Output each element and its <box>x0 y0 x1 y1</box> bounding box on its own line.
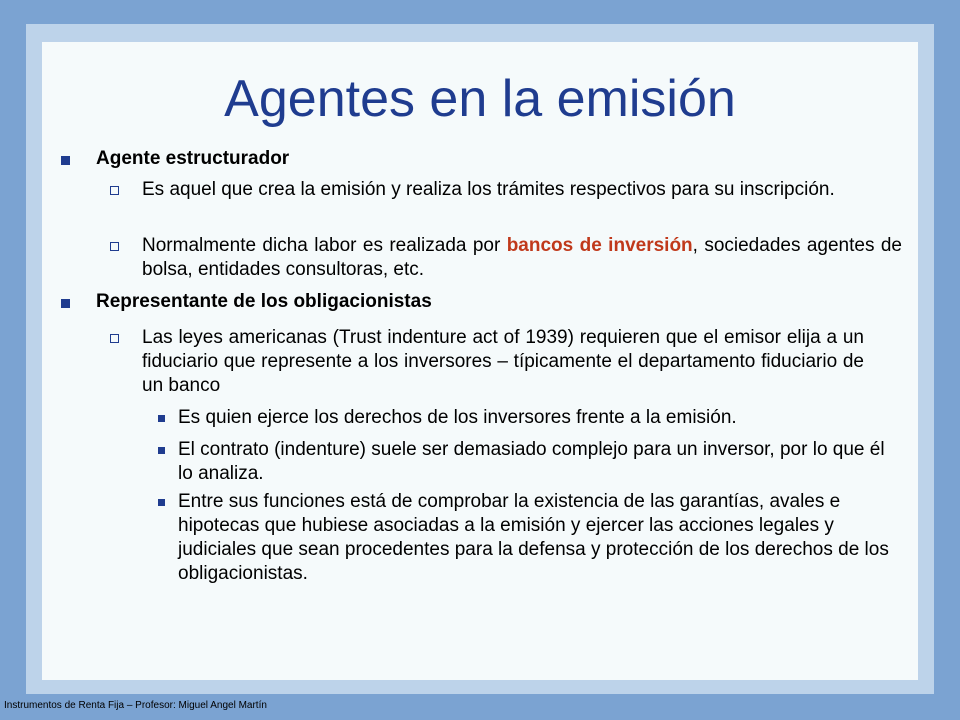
sub-bullet-text-pre: Normalmente dicha labor es realizada por <box>142 235 507 256</box>
hollow-square-bullet-icon <box>110 186 119 195</box>
hollow-square-bullet-icon <box>110 242 119 251</box>
slide-footer: Instrumentos de Renta Fija – Profesor: Miguel Angel Martín <box>4 700 267 711</box>
square-bullet-icon <box>61 299 70 308</box>
sub-bullet-crea-emision: Es aquel que crea la emisión y realiza los trámites respectivos para su inscripción. <box>142 179 835 200</box>
bullet-representante-obligacionistas: Representante de los obligacionistas <box>96 291 432 312</box>
square-bullet-icon <box>61 156 70 165</box>
sub-bullet-bancos-inversion <box>142 234 902 282</box>
sub-bullet-trust-indenture: Las leyes americanas (Trust indenture act of 1939) requieren que el emisor elija a un fiduciario que represente a los inversores – típicamente el departamento fiduciario de un banco <box>142 327 864 396</box>
hollow-square-bullet-icon <box>110 334 119 343</box>
highlight-bancos-inversion: bancos de inversión <box>506 235 693 256</box>
slide-title: Agentes en la emisión <box>224 70 736 128</box>
sub-sub-bullet-ejerce-derechos: Es quien ejerce los derechos de los inversores frente a la emisión. <box>178 407 737 428</box>
sub-sub-bullet-contrato-indenture: El contrato (indenture) suele ser demasiado complejo para un inversor, por lo que él lo analiza. <box>178 439 885 484</box>
sub-sub-bullet-funciones: Entre sus funciones está de comprobar la existencia de las garantías, avales e hipotecas que hubiese asociadas a la emisión y ejercer las acciones legales y judiciales que sean procedentes para la defensa y protección de los derechos de los obligacionistas. <box>178 491 889 584</box>
sub-bullet-text-post: , sociedades agentes de bolsa, entidades consultoras, etc. <box>142 235 902 280</box>
small-square-bullet-icon <box>158 499 165 506</box>
small-square-bullet-icon <box>158 447 165 454</box>
small-square-bullet-icon <box>158 415 165 422</box>
bullet-agente-estructurador: Agente estructurador <box>96 148 290 169</box>
